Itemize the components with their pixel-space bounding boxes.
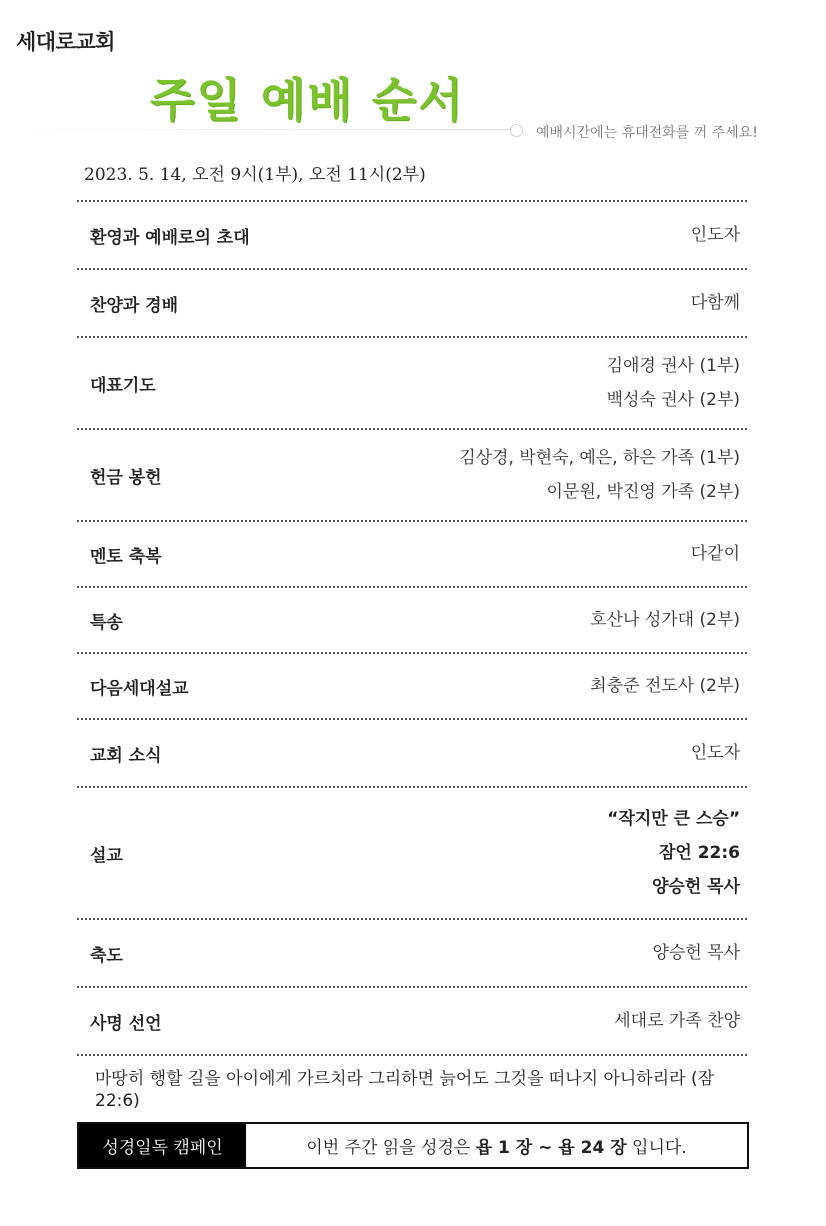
order-item-value bbox=[614, 1004, 740, 1038]
list-item bbox=[77, 986, 747, 1054]
order-item-value bbox=[590, 603, 740, 637]
order-item-label: 특송 bbox=[90, 612, 123, 633]
memory-verse: 마땅히 행할 길을 아이에게 가르치라 그리하면 늙어도 그것을 떠나지 아니하리라 (잠 22:6) bbox=[95, 1069, 715, 1111]
leader-text: 이문원, 박진영 가족 (2부) bbox=[546, 482, 740, 502]
bible-reading-campaign bbox=[77, 1122, 749, 1169]
list-item bbox=[77, 428, 747, 520]
leader-text: 세대로 가족 찬양 bbox=[614, 1011, 740, 1031]
campaign-message-prefix: 이번 주간 읽을 성경은 bbox=[306, 1138, 476, 1158]
list-item bbox=[77, 718, 747, 786]
sermon-info bbox=[607, 802, 740, 904]
sermon-preacher: 양승헌 목사 bbox=[651, 877, 740, 897]
list-item bbox=[77, 652, 747, 718]
order-item-label: 축도 bbox=[90, 945, 123, 966]
order-item-label: 대표기도 bbox=[90, 375, 156, 396]
order-item-label: 다음세대설교 bbox=[90, 678, 189, 699]
order-item-value bbox=[607, 349, 740, 417]
circle-bullet-icon bbox=[510, 124, 523, 137]
list-item bbox=[77, 786, 747, 918]
leader-text: 인도자 bbox=[690, 225, 740, 245]
campaign-tag: 성경일독 캠페인 bbox=[79, 1124, 246, 1167]
leader-text: 김상경, 박현숙, 예은, 하은 가족 (1부) bbox=[459, 448, 740, 468]
order-item-value bbox=[691, 736, 740, 770]
order-item-label: 교회 소식 bbox=[90, 745, 162, 766]
leader-text: 다함께 bbox=[690, 293, 740, 313]
campaign-message-suffix: 입니다. bbox=[626, 1138, 687, 1158]
campaign-message bbox=[246, 1124, 747, 1167]
header-divider bbox=[0, 129, 512, 130]
order-item-label: 멘토 축복 bbox=[90, 546, 162, 567]
service-date: 2023. 5. 14, 오전 9시(1부), 오전 11시(2부) bbox=[84, 165, 426, 185]
order-item-value bbox=[691, 218, 740, 252]
order-item-value bbox=[590, 669, 740, 703]
list-end-divider bbox=[77, 1054, 747, 1056]
sermon-scripture: 잠언 22:6 bbox=[658, 843, 740, 863]
order-item-value bbox=[652, 936, 740, 970]
list-item bbox=[77, 200, 747, 268]
leader-text: 호산나 성가대 (2부) bbox=[590, 610, 740, 630]
sermon-title: “작지만 큰 스승” bbox=[607, 809, 740, 829]
order-item-label: 사명 선언 bbox=[90, 1013, 162, 1034]
church-name: 세대로교회 bbox=[16, 30, 115, 54]
list-item bbox=[77, 918, 747, 986]
list-item bbox=[77, 586, 747, 652]
order-item-label: 찬양과 경배 bbox=[90, 295, 179, 316]
order-item-value bbox=[691, 537, 740, 571]
leader-text: 백성숙 권사 (2부) bbox=[606, 390, 740, 410]
order-item-label: 설교 bbox=[90, 845, 123, 866]
list-item bbox=[77, 336, 747, 428]
order-item-label: 헌금 봉헌 bbox=[90, 467, 162, 488]
leader-text: 인도자 bbox=[690, 743, 740, 763]
order-item-label: 환영과 예배로의 초대 bbox=[90, 227, 250, 248]
leader-text: 다같이 bbox=[690, 544, 740, 564]
campaign-reading-range: 욥 1 장 ~ 욥 24 장 bbox=[475, 1138, 627, 1158]
order-item-value bbox=[459, 441, 740, 509]
list-item bbox=[77, 520, 747, 586]
order-item-value bbox=[691, 286, 740, 320]
leader-text: 양승헌 목사 bbox=[652, 943, 740, 963]
list-item bbox=[77, 268, 747, 336]
order-of-service bbox=[77, 200, 747, 1056]
phone-off-notice: 예배시간에는 휴대전화를 꺼 주세요! bbox=[536, 125, 758, 141]
leader-text: 김애경 권사 (1부) bbox=[606, 356, 740, 376]
leader-text: 최충준 전도사 (2부) bbox=[590, 676, 740, 696]
page-title: 주일 예배 순서 bbox=[150, 73, 465, 127]
